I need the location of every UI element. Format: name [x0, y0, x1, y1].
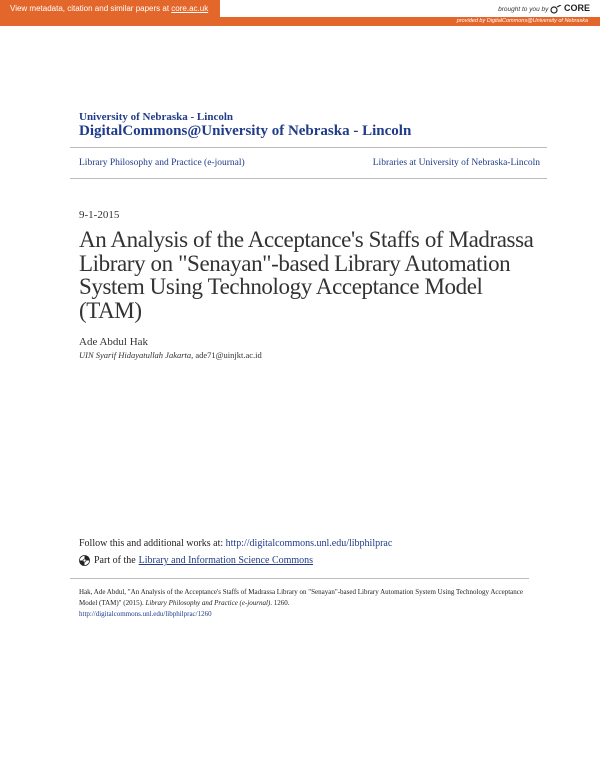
citation-divider [70, 578, 529, 579]
libraries-link[interactable]: Libraries at University of Nebraska-Lincoln [372, 158, 540, 168]
citation-journal: Library Philosophy and Practice (e-journal) [145, 599, 271, 607]
citation-number: . 1260. [270, 599, 290, 607]
core-link[interactable]: core.ac.uk [171, 4, 209, 13]
publication-date: 9-1-2015 [79, 209, 120, 221]
part-of-text: Part of the [94, 555, 136, 566]
repository-name[interactable]: DigitalCommons@University of Nebraska - Lincoln [79, 123, 412, 139]
recommended-citation [79, 587, 524, 620]
commons-link[interactable]: Library and Information Science Commons [138, 555, 314, 566]
part-of-line [79, 555, 313, 566]
core-provided-bar [0, 17, 600, 26]
brought-by-text: brought to you by [498, 6, 549, 13]
follow-line [79, 538, 392, 549]
nav-divider [70, 178, 547, 179]
header-divider [70, 147, 547, 148]
network-icon [79, 555, 90, 566]
journal-link[interactable]: Library Philosophy and Practice (e-journal) [79, 158, 245, 168]
core-view-text: View metadata, citation and similar papers at [10, 4, 172, 13]
core-banner [0, 0, 600, 17]
author-email: , ade71@uinjkt.ac.id [191, 350, 262, 360]
university-name[interactable]: University of Nebraska - Lincoln [79, 111, 233, 123]
follow-text: Follow this and additional works at: [79, 538, 226, 549]
core-view-metadata-link[interactable] [0, 0, 220, 17]
follow-url-link[interactable]: http://digitalcommons.unl.edu/libphilprac [225, 538, 393, 549]
author-affiliation [79, 350, 262, 360]
citation-text: Hak, Ade Abdul, "An Analysis of the Acceptance's Staffs of Madrassa Library on "Senayan"-based Library Automation System Using Technology Acceptance Model (TAM)" (2015). [79, 588, 523, 607]
core-brought-by[interactable] [498, 3, 590, 15]
core-logo-icon [550, 5, 562, 14]
article-title: An Analysis of the Acceptance's Staffs of Madrassa Library on "Senayan"-based Library Automation System Using Technology Acceptance Model (TAM) [79, 227, 534, 323]
citation-url-link[interactable]: http://digitalcommons.unl.edu/libphilprac/1260 [79, 610, 212, 618]
core-provided-by[interactable]: provided by DigitalCommons@University of Nebraska [456, 18, 588, 24]
core-logo-text: CORE [563, 3, 590, 13]
author-name: Ade Abdul Hak [79, 336, 149, 348]
affiliation-name: UIN Syarif Hidayatullah Jakarta [79, 350, 192, 360]
